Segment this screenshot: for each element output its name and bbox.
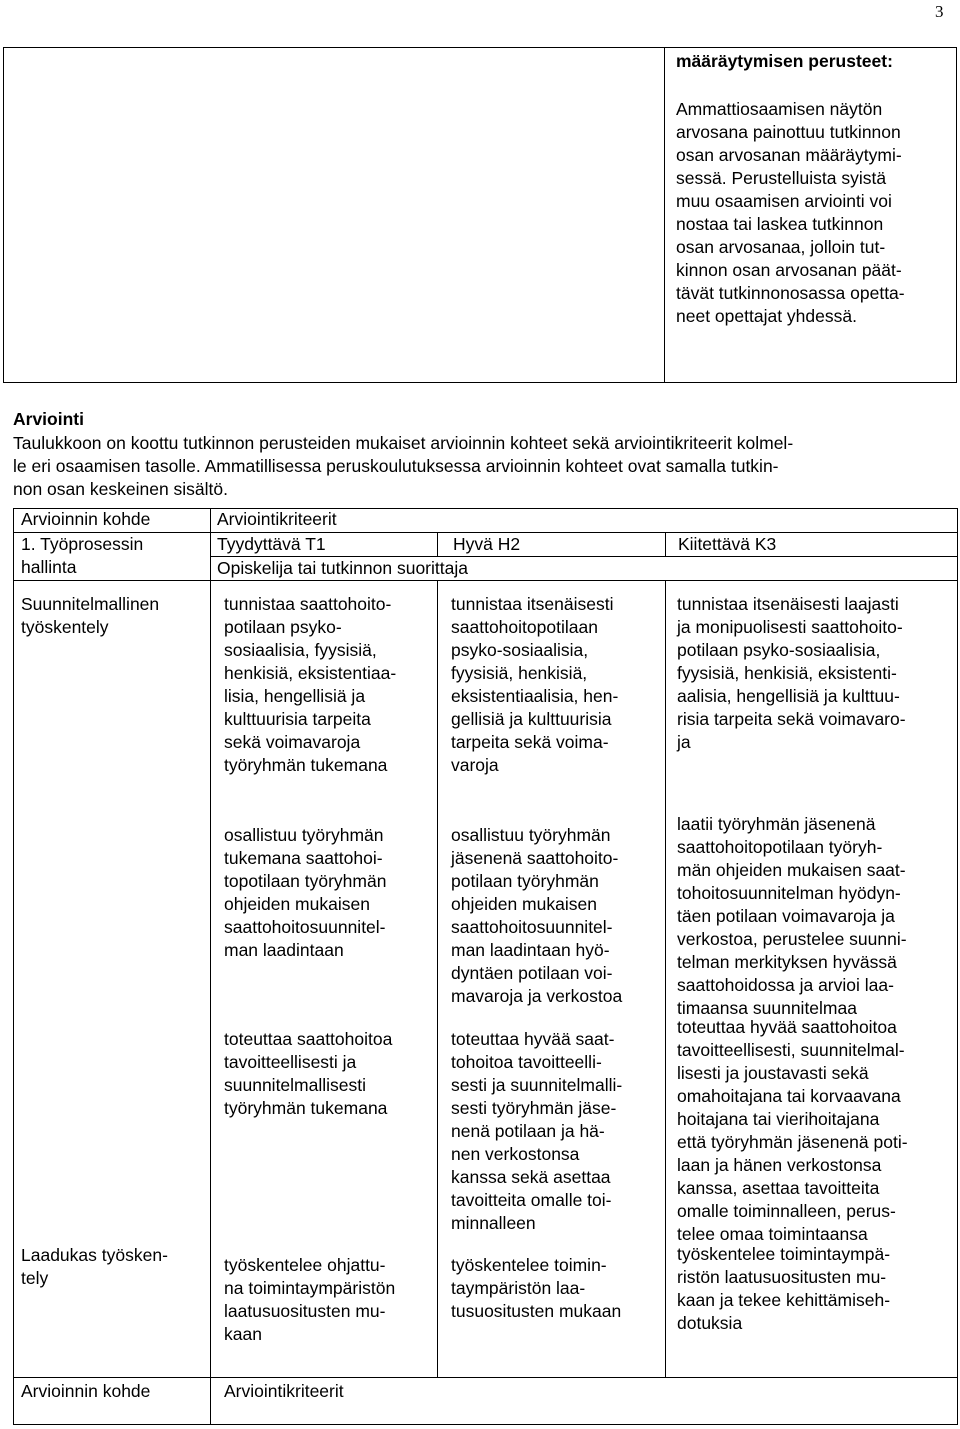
row-kohde: Laadukas työsken- tely (21, 1245, 168, 1288)
level-k3: Kiitettävä K3 (678, 534, 777, 554)
level-h2: Hyvä H2 (453, 534, 521, 554)
criteria-t1: työskentelee ohjattu- na toimintaympäristön laatusuositusten mu- kaan (224, 1255, 396, 1344)
criteria-h2: työskentelee toimin- taympäristön laa- tusuositusten mukaan (451, 1255, 622, 1321)
page-number: 3 (935, 2, 944, 21)
criteria-t1: tunnistaa saattohoito- potilaan psyko- sosiaalisia, fyysisiä, henkisiä, eksistentiaa- lisia, hengellisiä ja kulttuurisia tarpeita sekä voimavaroja työryhmän tukemana (224, 594, 397, 775)
criteria-h2: tunnistaa itsenäisesti saattohoitopotilaan psyko-sosiaalisia, fyysisiä, henkisiä, eksistentiaalisia, hen- gellisiä ja kulttuurisia tarpeita sekä voima- varoja (451, 594, 619, 775)
criteria-h2: osallistuu työryhmän jäsenenä saattohoito- potilaan työryhmän ohjeiden mukaisen saattohoitosuunnitel- man laadintaan hyö- dyntäen potilaan voi- mavaroja ja verkostoa (451, 825, 623, 1006)
column-header-kriteerit: Arviointikriteerit (224, 1381, 344, 1401)
criteria-t1: toteuttaa saattohoitoa tavoitteellisesti ja suunnitelmallisesti työryhmän tukemana (224, 1029, 393, 1118)
level-t1: Tyydyttävä T1 (217, 534, 326, 554)
column-header-kohde: Arvioinnin kohde (21, 509, 151, 529)
criteria-k3: tunnistaa itsenäisesti laajasti ja monipuolisesti saattohoito- potilaan psyko-sosiaalisia, fyysisiä, henkisiä, eksistenti- aalisia, hengellisiä ja kulttuu- risia tarpeita sekä voimavaro- ja (677, 594, 906, 752)
column-header-kriteerit: Arviointikriteerit (217, 509, 337, 529)
subject-label: Opiskelija tai tutkinnon suorittaja (217, 558, 468, 578)
top-table-body: Ammattiosaamisen näytön arvosana painottuu tutkinnon osan arvosanan määräytymi- sessä. Perustelluista syistä muu osaamisen arviointi voi nostaa tai laskea tutkinnon osan arvosanaa, jolloin tut- kinnon osan arvosanan päät- tävät tutkinnonosassa opetta- neet opettajat yhdessä. (676, 99, 905, 326)
top-table-divider (664, 47, 665, 383)
table-col-divider (665, 580, 666, 1377)
criteria-t1: osallistuu työryhmän tukemana saattohoi- topotilaan työryhmän ohjeiden mukaisen saattohoitosuunnitel- man laadintaan (224, 825, 387, 960)
table-col-divider (437, 532, 438, 556)
table-border-bottom (13, 1424, 958, 1425)
table-border (13, 1377, 958, 1378)
criteria-k3: toteuttaa hyvää saattohoitoa tavoitteellisesti, suunnitelmal- lisesti ja joustavasti sekä omahoitajana tai korvaavana hoitajana tai vierihoitajana että työryhmän jäsenenä poti- laan ja hänen verkostonsa kanssa, asettaa tavoitteita omalle toiminnalleen, perus- telee omaa toimintaansa (677, 1017, 908, 1244)
section-heading: Arviointi (13, 409, 84, 429)
criteria-k3: laatii työryhmän jäsenenä saattohoitopotilaan työryh- män ohjeiden mukaisen saat- tohoitosuunnitelman hyödyn- täen potilaan voimavaroja ja verkostoa, perustelee suunni- telman merkityksen hyvässä saattohoidossa ja arvioi laa- timaansa suunnitelmaa (677, 814, 907, 1018)
section-title: 1. Työprosessin hallinta (21, 534, 144, 577)
criteria-k3: työskentelee toimintaympä- ristön laatusuositusten mu- kaan ja tekee kehittämiseh- dotuksia (677, 1244, 891, 1333)
table-col-divider (210, 508, 211, 1424)
table-border-right (957, 508, 958, 1424)
row-kohde: Suunnitelmallinen työskentely (21, 594, 160, 637)
table-col-divider (665, 532, 666, 556)
table-col-divider (437, 580, 438, 1377)
top-table-heading: määräytymisen perusteet: (676, 51, 893, 71)
column-header-kohde: Arvioinnin kohde (21, 1381, 151, 1401)
table-border (13, 580, 958, 581)
section-paragraph: Taulukkoon on koottu tutkinnon perusteiden mukaiset arvioinnin kohteet sekä arviointikriteerit kolmel- le eri osaamisen tasolle. Ammatillisessa peruskoulutuksessa arvioinnin kohteet ovat samalla tutkin- non osan keskeinen sisältö. (13, 433, 794, 499)
table-border-top (13, 508, 958, 509)
table-border-left (13, 508, 14, 1424)
criteria-h2: toteuttaa hyvää saat- tohoitoa tavoitteelli- sesti ja suunnitelmalli- sesti työryhmän jäse- nenä potilaan ja hä- nen verkostonsa kanssa sekä asettaa tavoitteita omalle toi- minnalleen (451, 1029, 623, 1233)
